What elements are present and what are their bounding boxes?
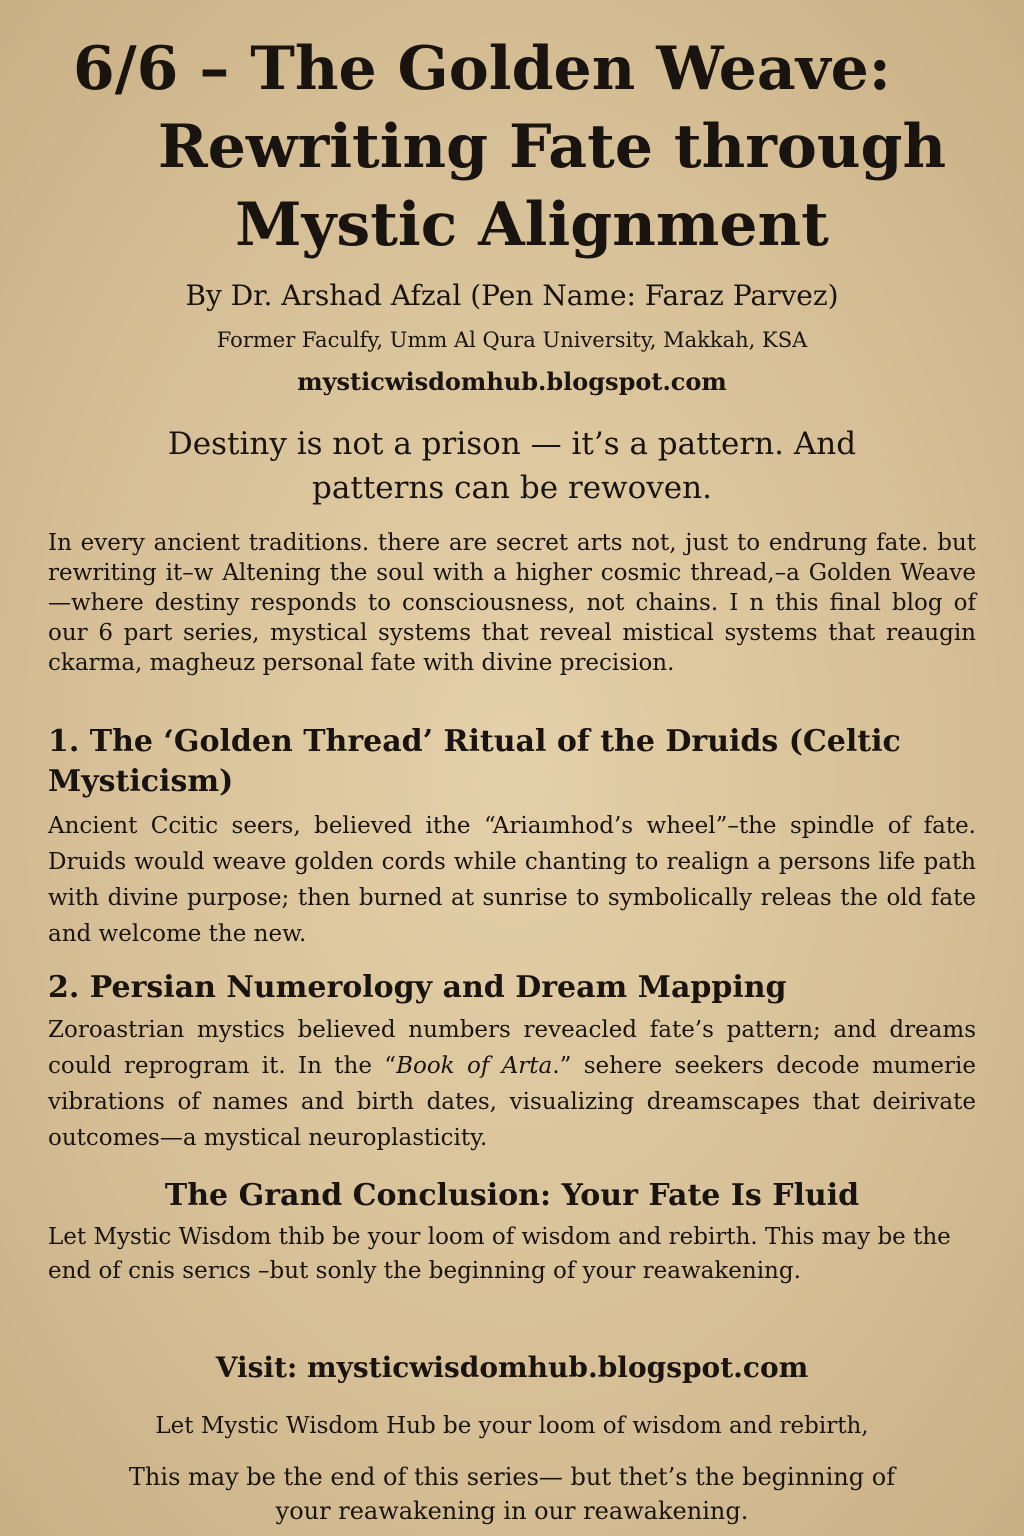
title-line-1: 6/6 – The Golden Weave: [73, 34, 891, 104]
title-line-3: Mystic Alignment [235, 190, 829, 260]
section-2-body-start: Zoroastrian mystics believed numbers reveacled fate’s pattern; and dreams could reprogram it. In the “ [48, 1017, 976, 1079]
footer-line-2: This may be the end of this series— but thet’s the beginning of your reawakening in our reawakening. [128, 1463, 896, 1525]
pull-quote: Destiny is not a prison — it’s a pattern. And patterns can be rewoven. [167, 426, 857, 506]
conclusion-heading: The Grand Conclusion: Your Fate Is Fluid [164, 1178, 860, 1213]
footer-line-1: Let Mystic Wisdom Hub be your loom of wisdom and rebirth, [155, 1413, 869, 1439]
section-1-body: Ancient Ccitic seers, believed ithe “Ariaımhod’s wheel”–the spindle of fate. Druids would weave golden cords while chanting to realign a persons life path with divine purpose; then burned at sunrise to symbolically releas the old fate and welcome the new. [48, 813, 976, 947]
author-affiliation: Former Faculfy, Umm Al Qura University, Makkah, KSA [216, 328, 808, 352]
section-2-body-end: .” sehere seekers decode mumerie vibrations of names and birth dates, visualizing dreamscapes that deirivate outcomes—a mystical neuroplasticity. [48, 1053, 976, 1151]
visit-link[interactable]: Visit: mysticwisdomhub.blogspot.com [215, 1351, 809, 1384]
section-2-body [48, 1012, 976, 1156]
intro-paragraph: In every ancient traditions. there are secret arts not, just to endrung fate. but rewriting it–w Altening the soul with a higher cosmic thread,–a Golden Weave—where destiny responds to consciousness, not chains. I n this final blog of our 6 part series, mystical systems that reveal mistical systems that reaugin ckarma, magheuz personal fate with divine precision. [48, 530, 976, 676]
title-line-2: Rewriting Fate through [157, 112, 947, 182]
conclusion-body: Let Mystic Wisdom thib be your loom of wisdom and rebirth. This may be the end of cnis serıcs –but sonly the beginning of your reawakening. [48, 1224, 951, 1284]
page-title [0, 30, 1024, 264]
book-title: Book of Arta [396, 1053, 553, 1079]
author-byline: By Dr. Arshad Afzal (Pen Name: Faraz Parvez) [185, 279, 839, 312]
section-1-heading: 1. The ‘Golden Thread’ Ritual of the Druids (Celtic Mysticism) [48, 724, 901, 799]
section-2-heading: 2. Persian Numerology and Dream Mapping [48, 970, 787, 1005]
website-link[interactable]: mysticwisdomhub.blogspot.com [297, 367, 727, 396]
